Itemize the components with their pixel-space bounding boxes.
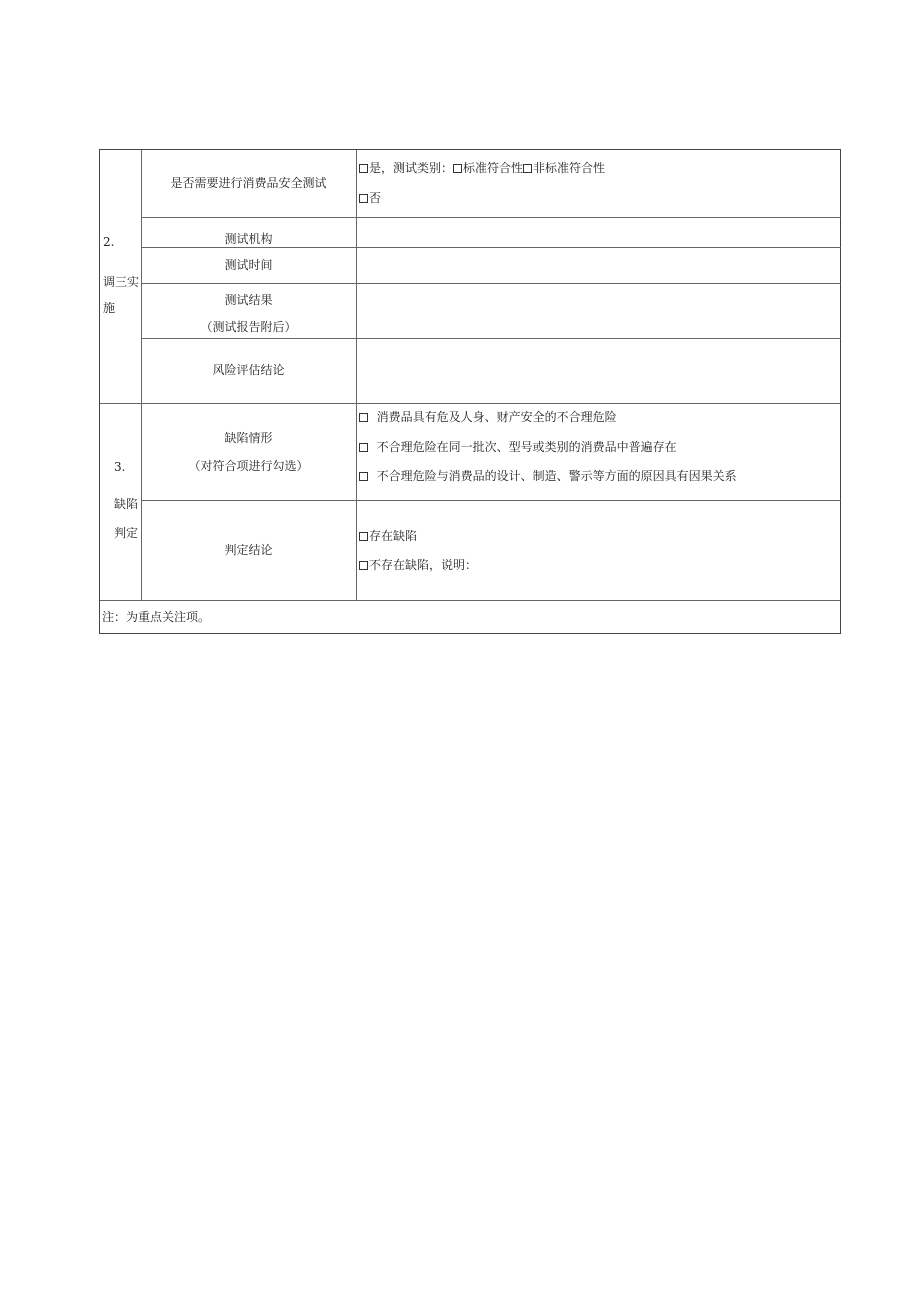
section2-number: 2. <box>103 235 115 249</box>
defect-item-text: 不合理危险在同一批次、型号或类别的消费品中普遍存在 <box>376 440 677 454</box>
test-time-label: 测试时间 <box>224 258 273 272</box>
test-result-field[interactable] <box>358 284 840 337</box>
safety-test-no-line <box>359 190 381 206</box>
row-divider <box>141 500 841 501</box>
note-divider <box>100 600 840 601</box>
defect-item-checkbox[interactable] <box>359 472 368 481</box>
defect-item-checkbox[interactable] <box>359 443 368 452</box>
yes-text: 是，测试类别： <box>369 161 454 175</box>
nonstandard-checkbox[interactable] <box>523 164 532 173</box>
defect-item-1 <box>359 409 617 425</box>
safety-test-yes-line <box>359 160 605 176</box>
defect-item-checkbox[interactable] <box>359 413 368 422</box>
defect-situation-label: 缺陷情形 <box>224 431 273 445</box>
test-org-label: 测试机构 <box>224 232 273 246</box>
defect-exists-option: 存在缺陷 <box>369 529 418 543</box>
test-result-label: 测试结果 <box>224 293 273 307</box>
test-time-field[interactable] <box>358 248 840 282</box>
no-text: 否 <box>369 191 382 205</box>
defect-item-2 <box>359 439 677 455</box>
investigation-table <box>99 149 841 634</box>
note-text: 注：为重点关注项。 <box>102 610 211 624</box>
defect-item-text: 不合理危险与消费品的设计、制造、警示等方面的原因具有因果关系 <box>376 469 737 483</box>
risk-conclusion-field[interactable] <box>358 339 840 402</box>
section3-title-line2: 判定 <box>114 526 139 540</box>
section2-title-line2: 施 <box>103 301 116 315</box>
yes-checkbox[interactable] <box>359 164 368 173</box>
no-defect-checkbox[interactable] <box>359 561 368 570</box>
standard-option: 标准符合性 <box>463 161 524 175</box>
judgement-no-defect-line <box>359 557 477 573</box>
no-checkbox[interactable] <box>359 194 368 203</box>
safety-test-label: 是否需要进行消费品安全测试 <box>170 176 327 190</box>
section3-title-line1: 缺陷 <box>114 497 139 511</box>
nonstandard-option: 非标准符合性 <box>533 161 606 175</box>
section-divider <box>100 403 840 404</box>
defect-item-text: 消费品具有危及人身、财产安全的不合理危险 <box>376 410 617 424</box>
section3-number: 3. <box>114 460 126 474</box>
test-result-sublabel: （测试报告附后） <box>200 320 297 334</box>
defect-item-3 <box>359 468 737 484</box>
standard-checkbox[interactable] <box>453 164 462 173</box>
defect-exists-checkbox[interactable] <box>359 532 368 541</box>
defect-situation-sublabel: （对符合项进行勾选） <box>188 459 309 473</box>
section2-title-line1: 调三实 <box>103 275 140 289</box>
no-defect-option: 不存在缺陷，说明： <box>369 558 478 572</box>
judgement-defect-line <box>359 528 417 544</box>
judgement-label: 判定结论 <box>224 543 273 557</box>
risk-conclusion-label: 风险评估结论 <box>212 363 285 377</box>
test-org-field[interactable] <box>358 218 840 246</box>
